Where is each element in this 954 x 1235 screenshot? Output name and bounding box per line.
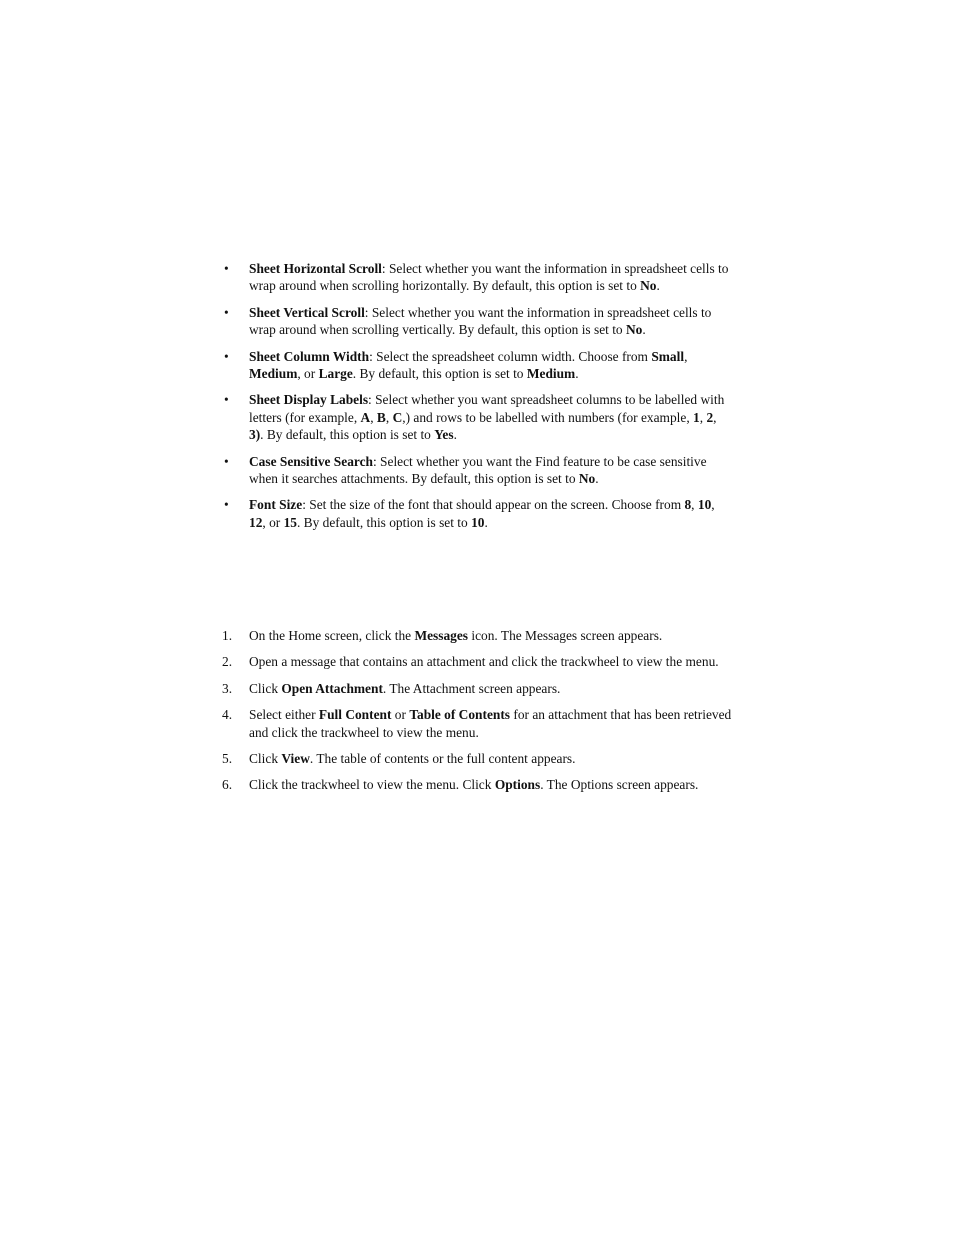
bold-term: Sheet Horizontal Scroll: [249, 261, 382, 276]
text-run: , or: [297, 366, 319, 382]
bold-term: 15: [283, 514, 297, 530]
text-run: ,: [691, 497, 698, 513]
bold-term: Small: [651, 348, 685, 364]
bold-term: Medium: [249, 366, 298, 382]
bold-term: Open Attachment: [281, 680, 383, 696]
text-run: ,: [385, 409, 393, 425]
bold-term: Case Sensitive Search: [249, 453, 373, 469]
bullet-marker: •: [224, 392, 229, 408]
bold-term: 3): [249, 427, 261, 443]
bold-term: 10: [471, 514, 485, 530]
text-run: : Select whether you want spreadsheet columns to be labelled with letters (for example,: [249, 392, 725, 425]
text-run: for an attachment that has been retrieved and click the trackwheel to view the menu.: [249, 707, 732, 740]
text-run: ,: [711, 497, 715, 513]
option-item: [222, 260, 734, 295]
bold-term: C: [392, 409, 403, 425]
bold-term: View: [281, 751, 310, 767]
bold-term: 10: [697, 497, 712, 513]
step-item: [222, 653, 734, 670]
bold-term: Large: [318, 366, 353, 382]
text-run: : Select whether you want the information in spreadsheet cells to wrap around when scrolling horizontally. By default, this option is set to: [249, 261, 729, 294]
text-run: ,: [370, 409, 377, 425]
option-item: [222, 304, 734, 339]
step-number: 2.: [222, 654, 233, 670]
step-item: [222, 680, 734, 697]
text-run: .: [595, 471, 599, 487]
text-run: Open a message that contains an attachment and click the trackwheel to view the menu.: [249, 654, 719, 670]
step-number: 5.: [222, 751, 233, 767]
bold-term: Full Content: [318, 707, 392, 723]
bold-term: Options: [494, 777, 541, 793]
text-run: Click: [249, 751, 282, 767]
step-item: [222, 776, 734, 793]
bold-term: A: [360, 409, 371, 425]
text-run: icon. The Messages screen appears.: [468, 628, 663, 643]
bullet-marker: •: [224, 453, 229, 469]
text-run: . By default, this option is set to: [296, 514, 472, 530]
step-item: [222, 750, 734, 767]
text-run: : Select whether you want the Find feature to be case sensitive when it searches attachments. By default, this option is set to: [249, 453, 707, 487]
bullet-marker: •: [224, 261, 229, 276]
bullet-marker: •: [224, 348, 229, 364]
bullet-marker: •: [224, 304, 229, 320]
bold-term: B: [376, 409, 386, 425]
text-run: or: [391, 707, 410, 723]
step-number: 4.: [222, 707, 233, 723]
bold-term: Messages: [414, 628, 469, 643]
bold-term: No: [625, 322, 643, 338]
bold-term: Sheet Column Width: [249, 348, 370, 364]
bold-term: Table of Contents: [409, 707, 511, 723]
text-run: ,: [713, 409, 717, 425]
bold-term: 1: [693, 409, 700, 425]
bold-term: No: [578, 471, 596, 487]
text-run: . The Options screen appears.: [540, 777, 699, 793]
text-run: .: [642, 322, 646, 338]
text-run: : Set the size of the font that should appear on the screen. Choose from: [302, 497, 685, 513]
steps-numbered-list: [222, 627, 734, 803]
step-number: 6.: [222, 777, 233, 793]
bold-term: Sheet Display Labels: [249, 392, 369, 408]
text-run: .: [453, 427, 457, 443]
text-run: ,) and rows to be labelled with numbers (for example,: [402, 409, 694, 425]
text-run: . The Attachment screen appears.: [382, 680, 561, 696]
bold-term: No: [640, 278, 657, 294]
step-number: 3.: [222, 680, 233, 696]
bold-term: 2: [706, 409, 714, 425]
text-run: , or: [262, 514, 284, 530]
text-run: ,: [699, 409, 707, 425]
text-run: .: [575, 366, 579, 382]
text-run: .: [484, 514, 488, 530]
text-run: ,: [684, 348, 688, 364]
text-run: Select either: [249, 707, 319, 723]
option-item: [222, 453, 734, 488]
text-run: .: [656, 278, 660, 294]
step-item: [222, 627, 734, 644]
text-run: Click: [249, 680, 282, 696]
bold-term: 8: [684, 497, 692, 513]
option-item: [222, 496, 734, 531]
bold-term: Font Size: [249, 497, 303, 513]
text-run: . The table of contents or the full content appears.: [309, 751, 576, 767]
step-item: [222, 706, 734, 741]
bold-term: Sheet Vertical Scroll: [249, 304, 365, 320]
options-bullet-list: [222, 260, 734, 540]
option-item: [222, 348, 734, 383]
text-run: Click the trackwheel to view the menu. Click: [249, 777, 495, 793]
bullet-marker: •: [224, 497, 229, 513]
text-run: . By default, this option is set to: [260, 427, 435, 443]
option-item: [222, 391, 734, 443]
text-run: : Select whether you want the information in spreadsheet cells to wrap around when scrolling vertically. By default, this option is set to: [249, 304, 712, 338]
bold-term: Medium: [526, 366, 576, 382]
text-run: : Select the spreadsheet column width. Choose from: [369, 348, 652, 364]
text-run: . By default, this option is set to: [352, 366, 527, 382]
bold-term: 12: [249, 514, 263, 530]
bold-term: Yes: [434, 427, 454, 443]
step-number: 1.: [222, 628, 233, 643]
text-run: On the Home screen, click the: [249, 628, 415, 643]
